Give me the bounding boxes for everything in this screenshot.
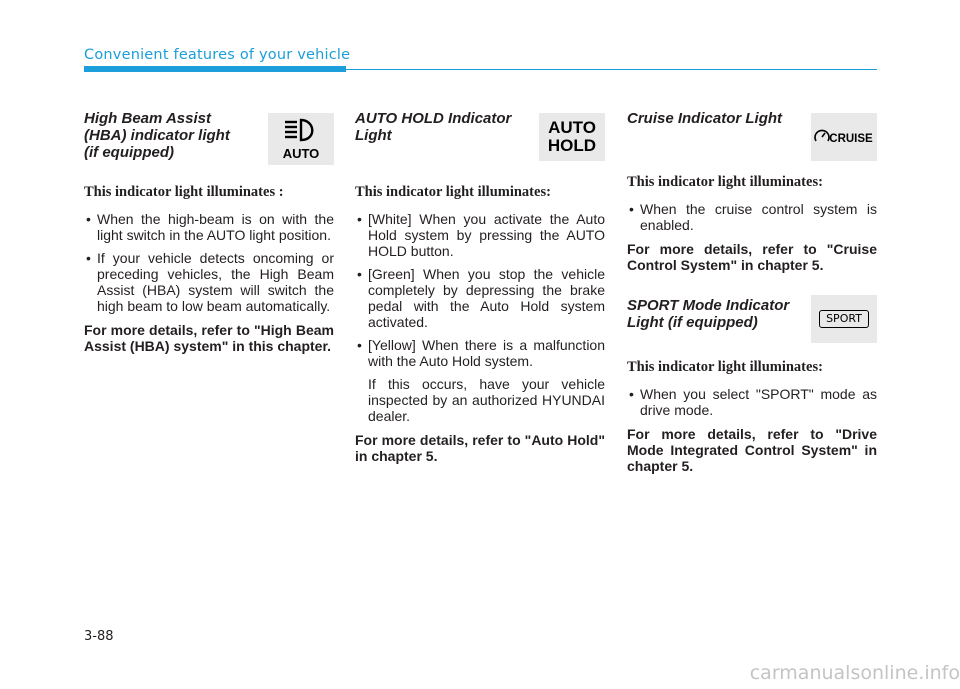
hba-note: For more details, refer to "High Beam Assist (HBA) system" in this chapter. [84,322,334,354]
list-item: • [Green] When you stop the vehicle completely by depressing the brake pedal with the Auto Hold system activated. [355,266,605,330]
column-hba [84,110,334,354]
cruise-bullet-list [627,201,877,233]
sport-lead: This indicator light illuminates: [627,359,823,375]
section-header: Convenient features of your vehicle [84,47,351,63]
autohold-bullet-list [355,211,605,369]
cruise-title: Cruise Indicator Light [627,110,783,127]
autohold-sub-paragraph: If this occurs, have your vehicle inspected by an authorized HYUNDAI dealer. [368,376,605,424]
column-cruise-sport [627,110,877,474]
sport-bullet-list [627,386,877,418]
list-item: • When the high-beam is on with the light switch in the AUTO light position. [84,211,334,243]
svg-text:AUTO: AUTO [282,146,320,161]
autohold-lead: This indicator light illuminates: [355,184,551,200]
hba-bullet-list [84,211,334,314]
header-rule-thick [84,66,346,72]
header-rule-thin [346,69,877,70]
sport-title: SPORT Mode Indicator Light (if equipped) [627,297,790,331]
sport-indicator-icon: SPORT [811,295,877,343]
hba-title: High Beam Assist (HBA) indicator light (if equipped) [84,110,230,161]
hba-indicator-icon [268,113,334,165]
watermark: carmanualsonline.info [749,662,960,684]
autohold-title: AUTO HOLD Indicator Light [355,110,512,144]
column-autohold [355,110,605,464]
autohold-indicator-icon: AUTO HOLD [539,113,605,161]
list-item: • If your vehicle detects oncoming or preceding vehicles, the High Beam Assist (HBA) system will switch the high beam to low beam automatically. [84,250,334,314]
cruise-indicator-icon [811,113,877,161]
list-item: • When you select "SPORT" mode as drive mode. [627,386,877,418]
list-item: • When the cruise control system is enabled. [627,201,877,233]
sport-note: For more details, refer to "Drive Mode Integrated Control System" in chapter 5. [627,426,877,474]
autohold-note: For more details, refer to "Auto Hold" in chapter 5. [355,432,605,464]
list-item: • [Yellow] When there is a malfunction with the Auto Hold system. [355,337,605,369]
svg-text:CRUISE: CRUISE [829,133,873,145]
cruise-note: For more details, refer to "Cruise Control System" in chapter 5. [627,241,877,273]
hba-lead: This indicator light illuminates : [84,184,284,200]
list-item: • [White] When you activate the Auto Hold system by pressing the AUTO HOLD button. [355,211,605,259]
cruise-lead: This indicator light illuminates: [627,174,823,190]
page-number: 3-88 [84,629,114,644]
